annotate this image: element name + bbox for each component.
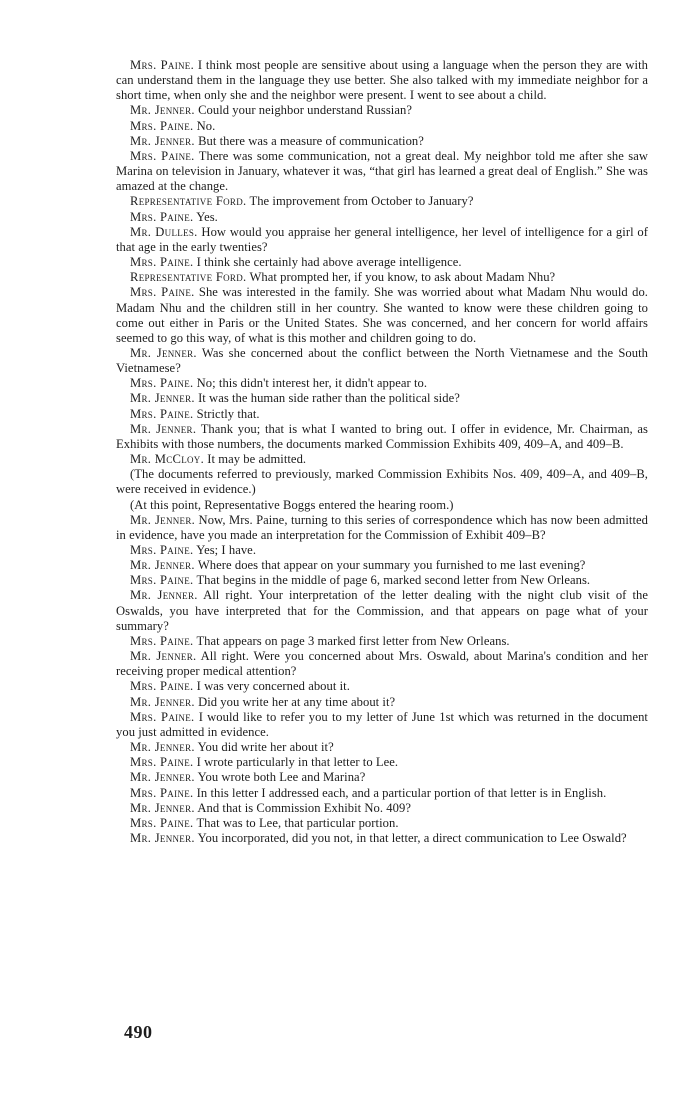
testimony-paragraph <box>116 149 648 194</box>
paragraph-text: I think she certainly had above average intelligence. <box>196 255 462 270</box>
paragraph-text: No. <box>196 118 216 133</box>
testimony-paragraph <box>116 755 648 770</box>
testimony-paragraph <box>116 695 648 710</box>
testimony-paragraph <box>116 679 648 694</box>
speaker-name: Mrs. Paine. <box>130 633 194 648</box>
paragraph-text: In this letter I addressed each, and a particular portion of that letter is in English. <box>196 785 607 800</box>
testimony-paragraph <box>116 649 648 679</box>
speaker-name: Representative Ford. <box>130 194 247 209</box>
speaker-name: Representative Ford. <box>130 270 247 285</box>
speaker-name: Mrs. Paine. <box>130 679 194 694</box>
testimony-paragraph <box>116 103 648 118</box>
speaker-name: Mr. Jenner. <box>130 421 197 436</box>
paragraph-text: She was interested in the family. She was worried about what Madam Nhu would do. Madam Nhu and the children still in her country. She wanted to know were these children going to come out either in Paris or the United States. She was concerned, and her concern for world affairs seemed to go this way, of what is this mother and children going to do. <box>116 285 648 345</box>
speaker-name: Mr. Jenner. <box>130 649 197 664</box>
testimony-paragraph <box>116 119 648 134</box>
testimony-paragraph <box>116 255 648 270</box>
paragraph-text: I would like to refer you to my letter of June 1st which was returned in the document you just admitted in evidence. <box>116 709 648 739</box>
testimony-paragraph <box>116 831 648 846</box>
paragraph-text: All right. Were you concerned about Mrs. Oswald, about Marina's condition and her receiving proper medical attention? <box>116 649 648 679</box>
speaker-name: Mrs. Paine. <box>130 755 194 770</box>
paragraph-text: Yes; I have. <box>196 543 257 557</box>
testimony-paragraph <box>116 407 648 422</box>
testimony-paragraph <box>116 816 648 831</box>
speaker-name: Mrs. Paine. <box>130 285 195 300</box>
speaker-name: Mrs. Paine. <box>130 209 194 224</box>
paragraph-text: You did write her about it? <box>197 740 334 755</box>
testimony-paragraph <box>116 588 648 633</box>
testimony-paragraph <box>116 346 648 376</box>
testimony-paragraph <box>116 710 648 740</box>
testimony-paragraph <box>116 422 648 452</box>
speaker-name: Mr. Jenner. <box>130 800 195 815</box>
speaker-name: Mrs. Paine. <box>130 148 195 163</box>
paragraph-text: And that is Commission Exhibit No. 409? <box>197 800 411 815</box>
speaker-name: Mrs. Paine. <box>130 785 194 800</box>
testimony-paragraph <box>116 498 648 513</box>
paragraph-text: No; this didn't interest her, it didn't appear to. <box>196 376 428 391</box>
paragraph-text: Was she concerned about the conflict between the North Vietnamese and the South Vietnamese? <box>116 345 648 376</box>
paragraph-text: It was the human side rather than the political side? <box>198 391 460 406</box>
speaker-name: Mr. Jenner. <box>130 133 195 148</box>
testimony-paragraph <box>116 194 648 209</box>
paragraph-text: Did you write her at any time about it? <box>198 694 396 709</box>
testimony-paragraph <box>116 285 648 346</box>
paragraph-text: Where does that appear on your summary you furnished to me last evening? <box>197 558 586 573</box>
paragraph-text: Thank you; that is what I wanted to bring out. I offer in evidence, Mr. Chairman, as Exhibits with those numbers, the documents marked Commission Exhibits 409, 409–A, and 409–B. <box>116 421 648 451</box>
speaker-name: Mrs. Paine. <box>130 573 194 588</box>
testimony-paragraph <box>116 740 648 755</box>
testimony-paragraph <box>116 573 648 588</box>
testimony-paragraph <box>116 634 648 649</box>
paragraph-text: I was very concerned about it. <box>196 679 350 694</box>
testimony-body <box>116 58 648 846</box>
testimony-paragraph <box>116 270 648 285</box>
speaker-name: Mr. Jenner. <box>130 588 198 603</box>
speaker-name: Mrs. Paine. <box>130 118 194 133</box>
speaker-name: Mrs. Paine. <box>130 709 195 724</box>
speaker-name: Mrs. Paine. <box>130 255 194 270</box>
speaker-name: Mr. McCloy. <box>130 452 205 467</box>
paragraph-text: The improvement from October to January? <box>249 194 474 209</box>
paragraph-text: Now, Mrs. Paine, turning to this series of correspondence which has now been admitted in evidence, have you made an interpretation for the Commission of Exhibit 409–B? <box>116 512 648 542</box>
speaker-name: Mr. Jenner. <box>130 770 195 785</box>
testimony-paragraph <box>116 513 648 543</box>
paragraph-text: Could your neighbor understand Russian? <box>198 103 412 118</box>
paragraph-text: There was some communication, not a great deal. My neighbor told me after she saw Marina on television in January, whatever it was, “that girl has learned a great deal of English.” She was amazed at the change. <box>116 148 648 194</box>
paragraph-text: What prompted her, if you know, to ask about Madam Nhu? <box>249 270 556 285</box>
testimony-paragraph <box>116 391 648 406</box>
paragraph-text: (The documents referred to previously, marked Commission Exhibits Nos. 409, 409–A, and 409–B, were received in evidence.) <box>116 467 648 497</box>
speaker-name: Mrs. Paine. <box>130 815 194 830</box>
paragraph-text: I wrote particularly in that letter to Lee. <box>196 755 399 770</box>
testimony-paragraph <box>116 558 648 573</box>
speaker-name: Mr. Jenner. <box>130 391 195 406</box>
testimony-paragraph <box>116 452 648 467</box>
speaker-name: Mr. Jenner. <box>130 558 195 573</box>
paragraph-text: That begins in the middle of page 6, marked second letter from New Orleans. <box>196 573 591 588</box>
testimony-paragraph <box>116 58 648 103</box>
speaker-name: Mrs. Paine. <box>130 58 195 72</box>
paragraph-text: How would you appraise her general intelligence, her level of intelligence for a girl of that age in the early twenties? <box>116 224 648 254</box>
paragraph-text: That appears on page 3 marked first letter from New Orleans. <box>196 633 510 648</box>
page-number: 490 <box>124 1022 153 1042</box>
speaker-name: Mr. Jenner. <box>130 740 195 755</box>
testimony-paragraph <box>116 225 648 255</box>
testimony-paragraph <box>116 376 648 391</box>
paragraph-text: You incorporated, did you not, in that letter, a direct communication to Lee Oswald? <box>197 830 627 845</box>
testimony-paragraph <box>116 770 648 785</box>
paragraph-text: I think most people are sensitive about using a language when the person they are with can understand them in the language they use better. She also talked with my immediate neighbor for a short time, when only she and the neighbor were present. I went to see about a child. <box>116 58 649 103</box>
paragraph-text: Strictly that. <box>196 406 260 421</box>
testimony-paragraph <box>116 134 648 149</box>
testimony-paragraph <box>116 210 648 225</box>
paragraph-text: It may be admitted. <box>207 452 307 467</box>
speaker-name: Mr. Jenner. <box>130 830 195 845</box>
paragraph-text: (At this point, Representative Boggs entered the hearing room.) <box>130 497 454 512</box>
paragraph-text: That was to Lee, that particular portion. <box>196 815 399 830</box>
speaker-name: Mrs. Paine. <box>130 376 194 391</box>
speaker-name: Mr. Jenner. <box>130 103 195 118</box>
paragraph-text: But there was a measure of communication? <box>198 133 424 148</box>
paragraph-text: All right. Your interpretation of the letter dealing with the night club visit of the Oswalds, you have interpreted that for the Commission, and that appears on page what of your summary? <box>116 588 648 633</box>
testimony-paragraph <box>116 786 648 801</box>
testimony-paragraph <box>116 801 648 816</box>
paragraph-text: Yes. <box>196 209 218 224</box>
testimony-paragraph <box>116 543 648 558</box>
speaker-name: Mrs. Paine. <box>130 543 194 557</box>
speaker-name: Mr. Jenner. <box>130 345 197 360</box>
paragraph-text: You wrote both Lee and Marina? <box>197 770 366 785</box>
speaker-name: Mrs. Paine. <box>130 406 194 421</box>
speaker-name: Mr. Dulles. <box>130 224 198 239</box>
testimony-paragraph <box>116 467 648 497</box>
speaker-name: Mr. Jenner. <box>130 512 196 527</box>
speaker-name: Mr. Jenner. <box>130 694 195 709</box>
